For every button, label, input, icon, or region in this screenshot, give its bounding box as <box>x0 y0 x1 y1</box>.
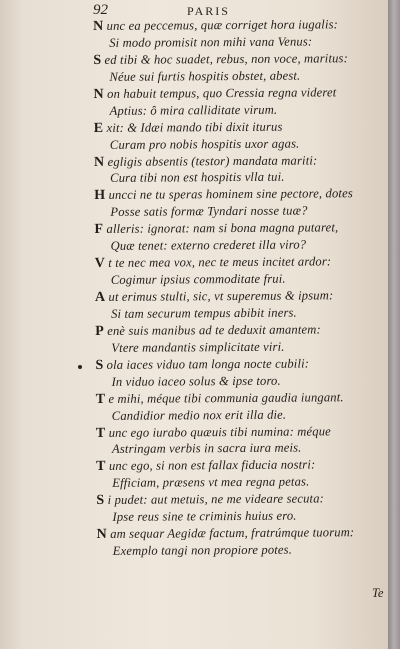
verse-initial: N <box>93 18 104 34</box>
verse-text: Ipse reus sine te criminis huius ero. <box>112 508 297 525</box>
verse-initial: T <box>95 391 106 407</box>
verse-text: enè suis manibus ad te deduxit amantem: <box>103 322 321 338</box>
verse-text: Curam pro nobis hospitis uxor agas. <box>109 136 300 152</box>
verse-line <box>95 304 377 323</box>
verse-text: t te nec mea vox, nec te meus incitet ardor: <box>104 254 332 271</box>
verse-text: Quæ tenet: externo crederet illa viro? <box>110 237 307 254</box>
verse-text: Exemplo tangi non propiore potes. <box>112 542 293 558</box>
verse-text: Cogimur ipsius commoditate frui. <box>110 271 286 287</box>
verse-text: Astringam verbis in sacra iura meis. <box>111 440 302 457</box>
verse-line <box>97 524 379 543</box>
verse-block <box>93 16 379 560</box>
verse-initial: P <box>95 323 104 339</box>
verse-text: Posse satis formæ Tyndari nosse tuæ? <box>110 203 308 220</box>
verse-initial: T <box>96 459 106 475</box>
verse-initial: S <box>96 493 105 509</box>
verse-initial: N <box>93 86 104 102</box>
verse-line <box>94 185 376 204</box>
verse-line <box>94 168 376 187</box>
verse-initial: S <box>93 52 102 68</box>
verse-line <box>95 270 377 289</box>
verse-line <box>97 541 379 560</box>
verse-line <box>94 101 376 120</box>
verse-text: ola iaces viduo tam longa nocte cubili: <box>103 356 310 372</box>
verse-text: i pudet: aut metuis, ne me videare secuta: <box>104 491 325 508</box>
verse-initial: N <box>96 527 107 543</box>
verse-text: Néue sui furtis hospitis obstet, abest. <box>109 68 301 84</box>
verse-text: Cura tibi non est hospitis vlla tui. <box>110 170 285 186</box>
verse-initial: F <box>94 222 104 238</box>
verse-initial: N <box>93 154 105 170</box>
verse-text: on habuit tempus, quo Cressia regna videret <box>103 85 337 101</box>
verse-line <box>95 236 377 255</box>
verse-text: e mihi, méque tibi communia gaudia iungant. <box>105 389 344 406</box>
page-edge-shadow <box>388 0 400 649</box>
catchword: Te <box>372 586 384 600</box>
verse-line <box>93 50 375 69</box>
verse-text: xit: & Idæi mando tibi dixit iturus <box>103 119 283 135</box>
verse-text: unc ea peccemus, quæ corriget hora iugalis: <box>103 17 339 33</box>
verse-text: unc ego, si non est fallax fiducia nostri: <box>105 457 316 474</box>
running-head: PARIS <box>187 4 230 18</box>
verse-line <box>93 67 375 86</box>
verse-text: egligis absentis (testor) mandata mariti: <box>104 152 318 169</box>
verse-line <box>94 152 376 171</box>
verse-line <box>95 287 377 306</box>
verse-initial: V <box>94 256 106 272</box>
verse-line <box>95 372 377 391</box>
verse-line <box>96 439 378 458</box>
verse-line <box>93 16 375 35</box>
verse-line <box>95 355 377 374</box>
verse-text: am sequar Aegidæ factum, fratrúmque tuorum: <box>106 525 355 542</box>
verse-line <box>93 33 375 52</box>
verse-text: ut erimus stulti, sic, vt superemus & ipsum: <box>105 288 334 304</box>
verse-line <box>95 338 377 357</box>
verse-line <box>94 219 376 238</box>
verse-text: Si modo promisit non mihi vana Venus: <box>109 34 313 50</box>
verse-line <box>96 456 378 475</box>
verse-line <box>95 253 377 272</box>
page-number: 92 <box>93 2 108 18</box>
verse-text: Aptius: ô mira calliditate virum. <box>109 102 278 118</box>
verse-text: Vtere mandantis simplicitate viri. <box>111 339 285 355</box>
verse-line <box>96 423 378 442</box>
verse-text: unc ego iurabo quæuis tibi numina: méque <box>105 423 331 440</box>
verse-initial: T <box>95 425 106 441</box>
verse-line <box>94 202 376 221</box>
verse-initial: H <box>94 188 106 204</box>
verse-initial: A <box>94 289 106 305</box>
verse-line <box>95 321 377 340</box>
verse-line <box>93 84 375 103</box>
verse-text: Si tam securum tempus abibit iners. <box>111 305 297 321</box>
verse-text: alleris: ignorat: nam si bona magna putaret, <box>103 220 339 237</box>
verse-line <box>96 490 378 509</box>
verse-initial: S <box>95 357 104 373</box>
verse-line <box>96 406 378 425</box>
verse-text: In viduo iaceo solus & ipse toro. <box>111 373 281 389</box>
verse-text: Efficiam, præsens vt mea regna petas. <box>112 474 310 491</box>
verse-text: Candidior medio nox erit illa die. <box>111 407 287 423</box>
verse-line <box>96 473 378 492</box>
verse-initial: E <box>93 120 104 136</box>
verse-line <box>94 135 376 154</box>
margin-mark <box>78 365 82 369</box>
verse-line <box>96 507 378 526</box>
verse-line <box>94 118 376 137</box>
verse-text: ed tibi & hoc suadet, rebus, non voce, maritus: <box>101 51 348 67</box>
verse-text: uncci ne tu speras hominem sine pectore, dotes <box>105 186 353 203</box>
verse-line <box>96 389 378 408</box>
